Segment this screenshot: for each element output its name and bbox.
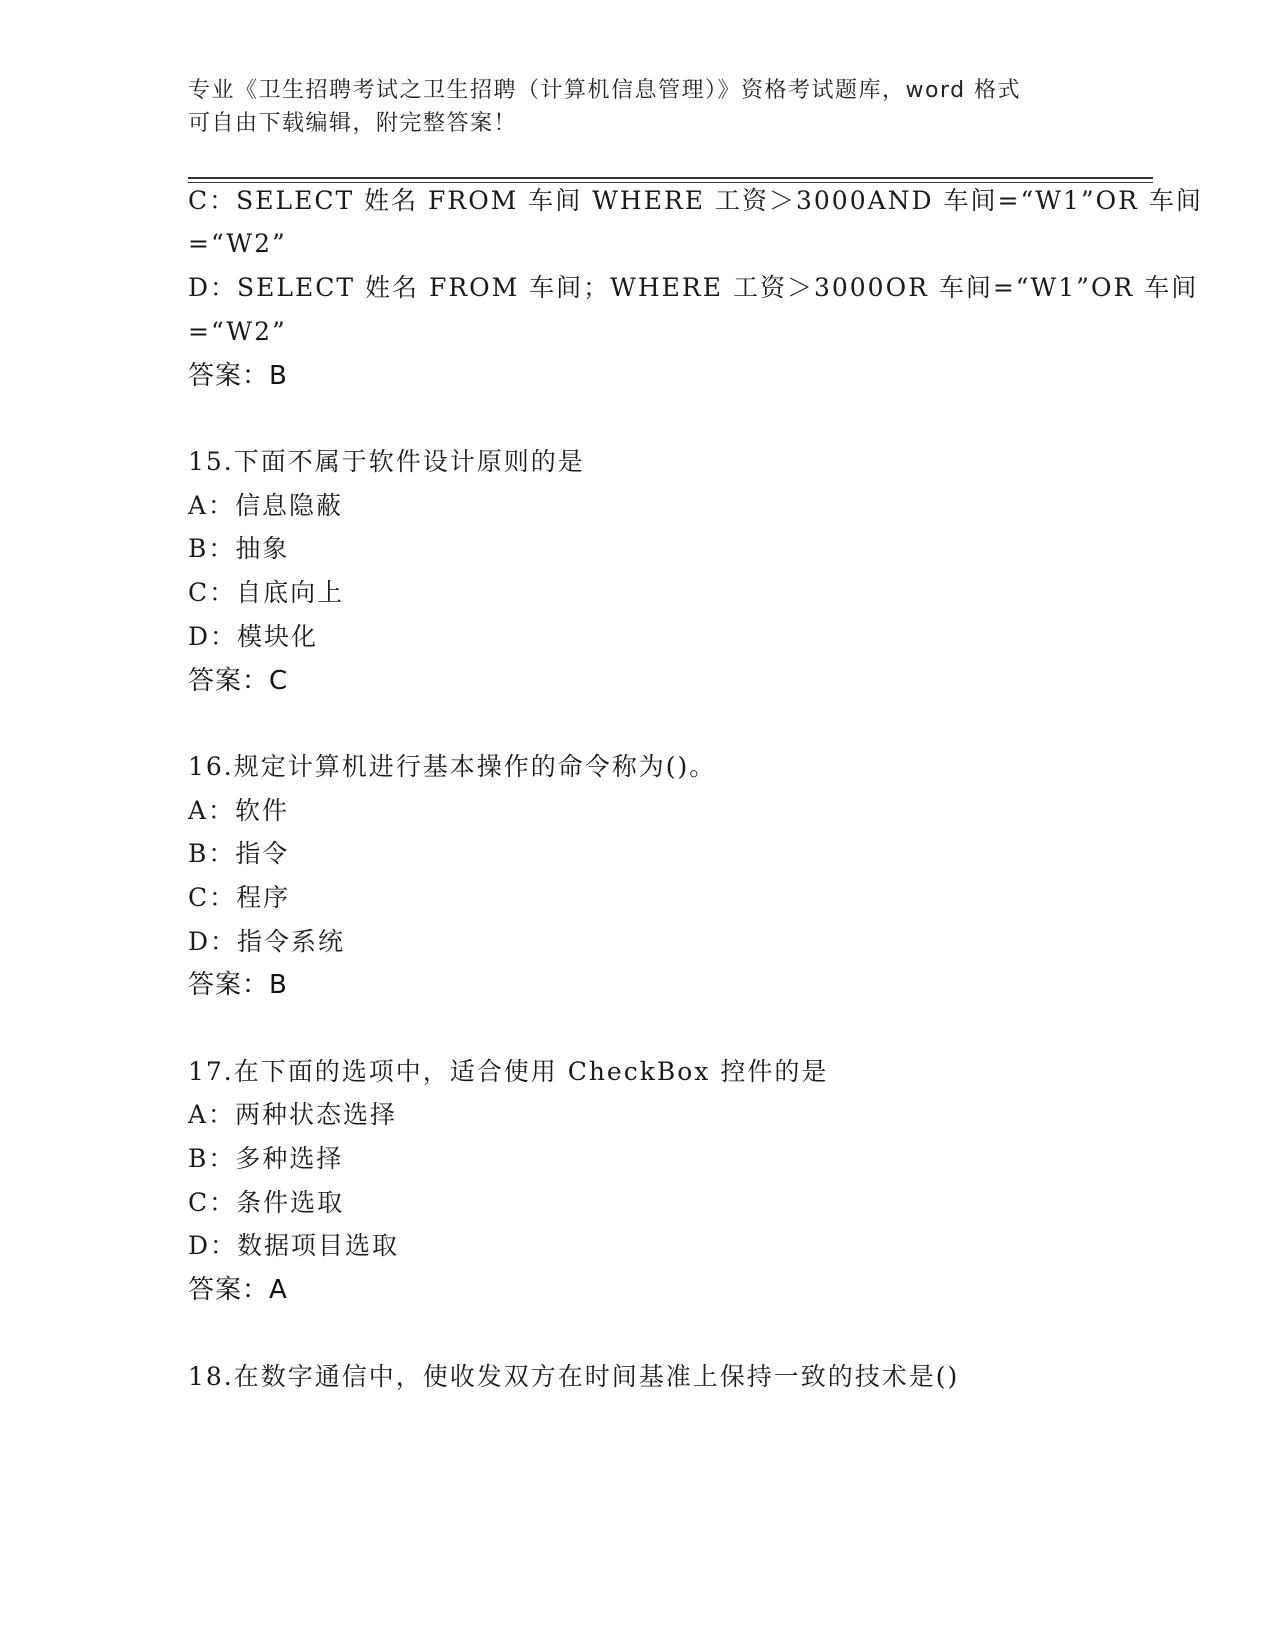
header-line-2: 可自由下载编辑，附完整答案！: [188, 111, 518, 136]
document-header: [188, 74, 1068, 140]
q14-option-c-line1: C：SELECT 姓名 FROM 车间 WHERE 工资＞3000AND 车间=“W1”OR 车间: [188, 186, 1203, 215]
q15-question: 15.下面不属于软件设计原则的是: [188, 447, 585, 476]
q15-option-a: A：信息隐蔽: [188, 491, 344, 520]
q14-option-d-line1: D：SELECT 姓名 FROM 车间；WHERE 工资＞3000OR 车间=“W1”OR 车间: [188, 273, 1199, 302]
q16-option-b: B：指令: [188, 839, 290, 868]
q17-option-c: C：条件选取: [188, 1188, 345, 1217]
q15-answer: 答案：C: [188, 666, 289, 696]
q17-option-a: A：两种状态选择: [188, 1100, 398, 1129]
q15-option-b: B：抽象: [188, 534, 290, 563]
q17-question: 17.在下面的选项中，适合使用 CheckBox 控件的是: [188, 1057, 829, 1086]
q14-option-c-line2: =“W2”: [188, 229, 287, 258]
q17-option-b: B：多种选择: [188, 1144, 344, 1173]
q17-answer: 答案：A: [188, 1275, 288, 1305]
q17-option-d: D：数据项目选取: [188, 1231, 400, 1260]
header-divider-thick: [188, 177, 1153, 179]
q15-option-d: D：模块化: [188, 622, 319, 651]
q16-option-a: A：软件: [188, 796, 290, 825]
header-line-1: 专业《卫生招聘考试之卫生招聘（计算机信息管理）》资格考试题库，word 格式: [188, 78, 1022, 103]
q16-answer: 答案：B: [188, 970, 288, 1000]
q15-option-c: C：自底向上: [188, 578, 345, 607]
q14-option-d-line2: =“W2”: [188, 317, 287, 346]
q16-question: 16.规定计算机进行基本操作的命令称为()。: [188, 752, 717, 781]
q14-answer: 答案：B: [188, 361, 288, 391]
q16-option-d: D：指令系统: [188, 927, 346, 956]
q18-question: 18.在数字通信中，使收发双方在时间基准上保持一致的技术是(): [188, 1362, 960, 1391]
header-divider-thin: [188, 182, 1153, 183]
q16-option-c: C：程序: [188, 883, 291, 912]
